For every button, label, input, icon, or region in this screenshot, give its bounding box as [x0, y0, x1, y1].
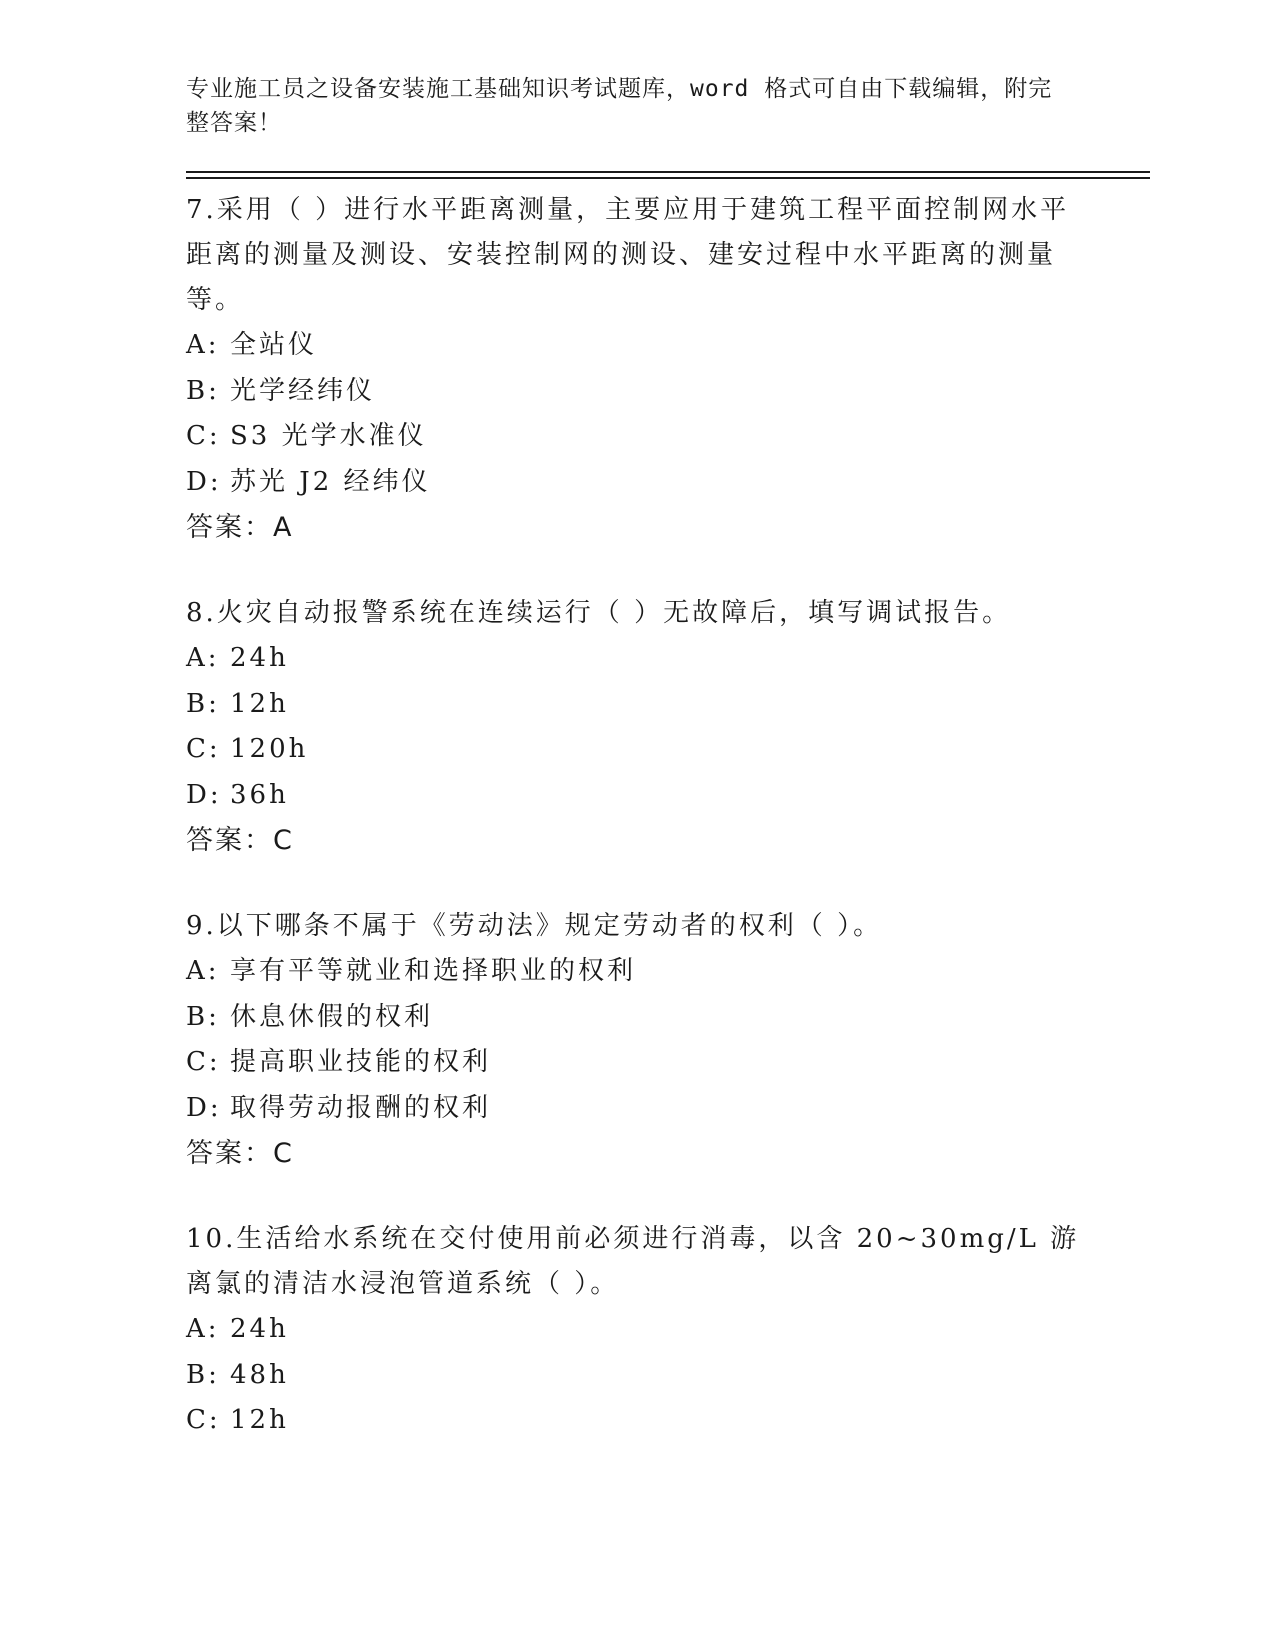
question-9	[186, 904, 1086, 1176]
option-key: C:	[186, 734, 221, 764]
option-a	[186, 323, 1086, 369]
option-key: A:	[186, 956, 220, 986]
option-key: D:	[186, 779, 222, 810]
option-text: 24h	[230, 643, 289, 673]
question-list	[186, 188, 1086, 1444]
option-key: B:	[186, 688, 220, 719]
option-c	[186, 727, 1086, 773]
option-text: 光学经纬仪	[230, 375, 376, 406]
header-rule-top	[186, 171, 1150, 173]
answer-line: 答案：C	[186, 1138, 294, 1169]
option-text: 提高职业技能的权利	[230, 1047, 492, 1077]
option-text: 120h	[230, 734, 309, 764]
answer-line: 答案：A	[186, 512, 294, 543]
question-8	[186, 591, 1086, 863]
option-key: C:	[186, 1047, 221, 1077]
option-d	[186, 773, 1086, 819]
document-header: 专业施工员之设备安装施工基础知识考试题库，word 格式可自由下载编辑，附完整答案！	[186, 76, 1053, 136]
option-text: 取得劳动报酬的权利	[230, 1092, 492, 1123]
question-stem: 7.采用（ ）进行水平距离测量，主要应用于建筑工程平面控制网水平距离的测量及测设、安装控制网的测设、建安过程中水平距离的测量等。	[186, 195, 1070, 315]
option-key: A:	[186, 1314, 220, 1344]
option-a	[186, 636, 1086, 682]
option-text: 48h	[230, 1359, 289, 1390]
option-text: 苏光 J2 经纬仪	[230, 466, 431, 497]
question-stem: 10.生活给水系统在交付使用前必须进行消毒，以含 20~30mg/L 游离氯的清洁水浸泡管道系统（ ）。	[186, 1224, 1080, 1299]
option-b	[186, 369, 1086, 415]
option-key: B:	[186, 1359, 220, 1390]
question-stem: 9.以下哪条不属于《劳动法》规定劳动者的权利（ ）。	[186, 911, 883, 941]
option-key: C:	[186, 421, 221, 451]
option-key: A:	[186, 330, 220, 360]
option-a	[186, 949, 1086, 995]
header-rule-bottom	[186, 177, 1150, 179]
option-text: 36h	[230, 779, 289, 810]
option-text: 全站仪	[230, 330, 318, 360]
question-stem: 8.火灾自动报警系统在连续运行（ ）无故障后，填写调试报告。	[186, 598, 1012, 628]
option-text: 24h	[230, 1314, 289, 1344]
question-10	[186, 1217, 1086, 1444]
option-b	[186, 682, 1086, 728]
option-text: S3 光学水准仪	[230, 421, 427, 451]
question-spacer	[186, 863, 1086, 904]
option-c	[186, 1398, 1086, 1444]
option-key: D:	[186, 466, 222, 497]
option-key: B:	[186, 375, 220, 406]
option-text: 享有平等就业和选择职业的权利	[230, 956, 637, 986]
option-d	[186, 1086, 1086, 1132]
option-c	[186, 1040, 1086, 1086]
option-text: 12h	[230, 688, 289, 719]
option-c	[186, 414, 1086, 460]
option-d	[186, 460, 1086, 506]
option-text: 12h	[230, 1405, 289, 1435]
question-spacer	[186, 550, 1086, 591]
option-key: C:	[186, 1405, 221, 1435]
answer-line: 答案：C	[186, 825, 294, 856]
option-text: 休息休假的权利	[230, 1001, 434, 1032]
question-spacer	[186, 1176, 1086, 1217]
option-a	[186, 1307, 1086, 1353]
question-7	[186, 188, 1086, 550]
option-key: D:	[186, 1092, 222, 1123]
option-key: B:	[186, 1001, 220, 1032]
option-b	[186, 995, 1086, 1041]
option-b	[186, 1353, 1086, 1399]
option-key: A:	[186, 643, 220, 673]
